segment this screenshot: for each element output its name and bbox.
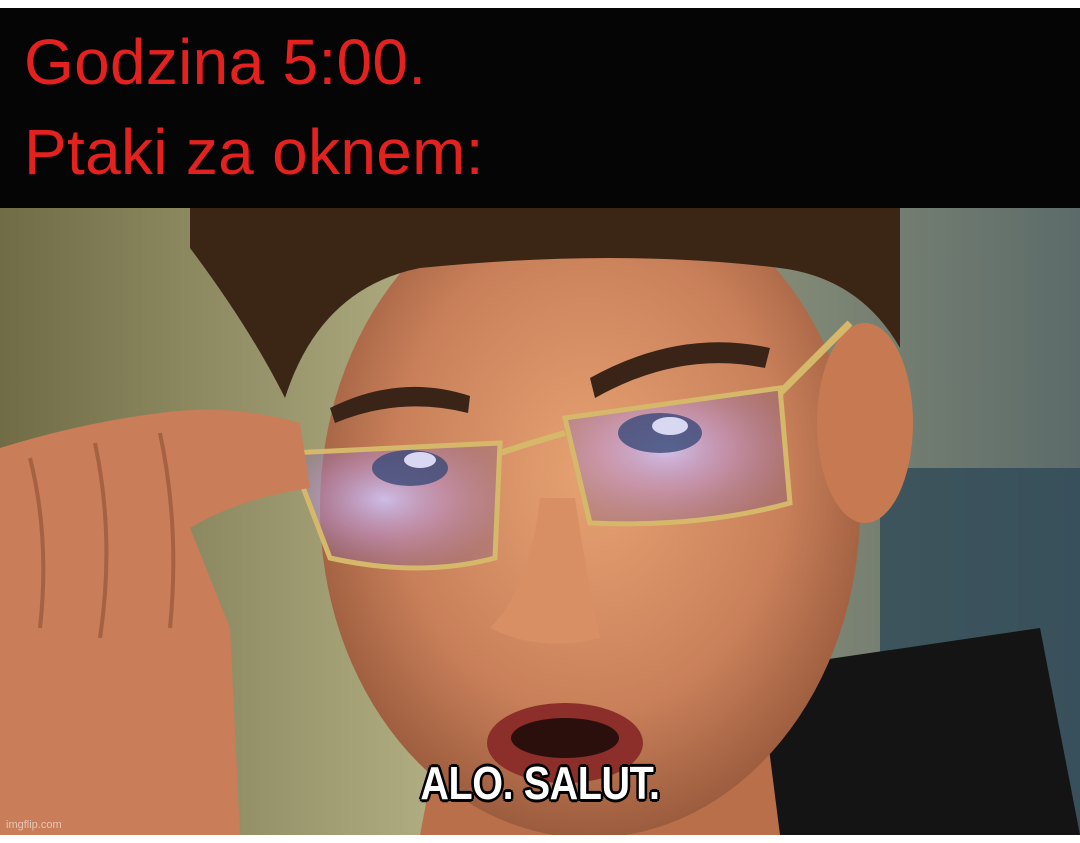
meme-subtitle: ALO. SALUT. — [420, 757, 660, 809]
ear — [817, 323, 913, 523]
mouth-opening — [511, 718, 619, 758]
photo-illustration — [0, 208, 1080, 835]
meme-photo — [0, 208, 1080, 835]
left-eye-glint — [404, 452, 436, 468]
caption-line-1: Godzina 5:00. — [24, 26, 427, 98]
caption-line-2: Ptaki za oknem: — [24, 116, 484, 188]
right-eye-glint — [652, 417, 688, 435]
top-caption-bar — [0, 8, 1080, 208]
imgflip-watermark: imgflip.com — [6, 819, 62, 831]
